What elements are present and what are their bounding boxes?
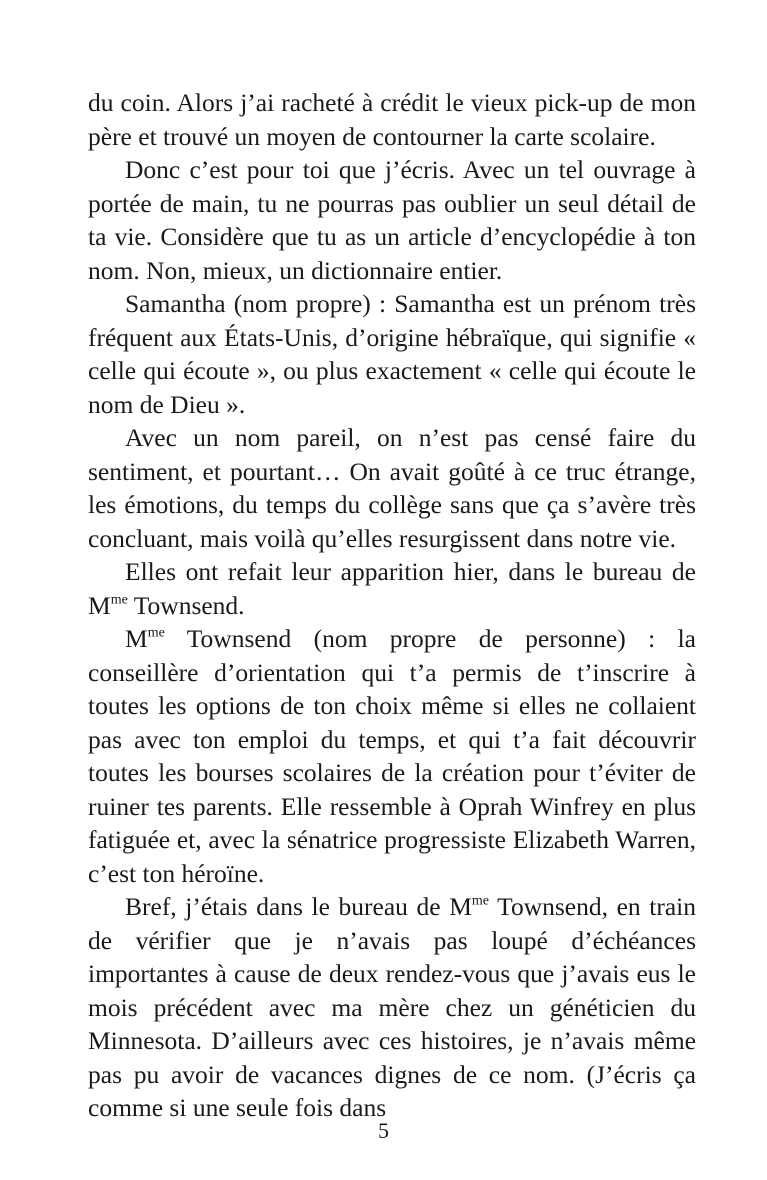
paragraph [88, 622, 696, 890]
paragraph-text: Elles ont refait leur apparition hier, dans le bureau de M [88, 557, 696, 620]
paragraph [88, 555, 696, 622]
paragraph [88, 86, 696, 153]
page-text [88, 86, 696, 1125]
paragraph [88, 287, 696, 421]
paragraph-text: Townsend. [127, 590, 245, 620]
paragraph-text: du coin. Alors j’ai racheté à crédit le vieux pick-up de mon père et trouvé un moyen de contourner la carte scolaire. [88, 88, 696, 151]
paragraph-text: Townsend, en train de vérifier que je n’avais pas loupé d’échéances importantes à cause de deux rendez-vous que j’avais eus le mois précédent avec ma mère chez un généticien du Minnesota. D’ailleurs avec ces histoires, je n’avais même pas pu avoir de vacances dignes de ce nom. (J’écris ça comme si une seule fois dans [88, 892, 696, 1122]
page-number: 5 [378, 1118, 389, 1143]
superscript-abbreviation: me [147, 625, 165, 641]
paragraph-text: Bref, j’étais dans le bureau de M [125, 892, 472, 921]
superscript-abbreviation: me [110, 591, 128, 607]
paragraph [88, 890, 696, 1125]
paragraph-text: Avec un nom pareil, on n’est pas censé faire du sentiment, et pourtant… On avait goûté à ce truc étrange, les émotions, du temps du collège sans que ça s’avère très concluant, mais voilà qu’elles resurgissent dans notre vie. [88, 423, 696, 553]
paragraph [88, 421, 696, 555]
paragraph-text: Samantha (nom propre) : Samantha est un prénom très fréquent aux États-Unis, d’origine hébraïque, qui signifie « celle qui écoute », ou plus exactement « celle qui écoute le nom de Dieu ». [88, 289, 696, 419]
paragraph [88, 153, 696, 287]
paragraph-text: Donc c’est pour toi que j’écris. Avec un tel ouvrage à portée de main, tu ne pourras pas oublier un seul détail de ta vie. Considère que tu as un article d’encyclopédie à ton nom. Non, mieux, un dictionnaire entier. [88, 155, 696, 285]
paragraph-text: Townsend (nom propre de personne) : la conseillère d’orientation qui t’a permis de t’inscrire à toutes les options de ton choix même si elles ne collaient pas avec ton emploi du temps, et qui t’a fait découvrir toutes les bourses scolaires de la création pour t’éviter de ruiner tes parents. Elle ressemble à Oprah Winfrey en plus fatiguée et, avec la sénatrice progressiste Elizabeth Warren, c’est ton héroïne. [88, 624, 696, 888]
paragraph-text: M [125, 624, 148, 653]
superscript-abbreviation: me [471, 893, 490, 909]
